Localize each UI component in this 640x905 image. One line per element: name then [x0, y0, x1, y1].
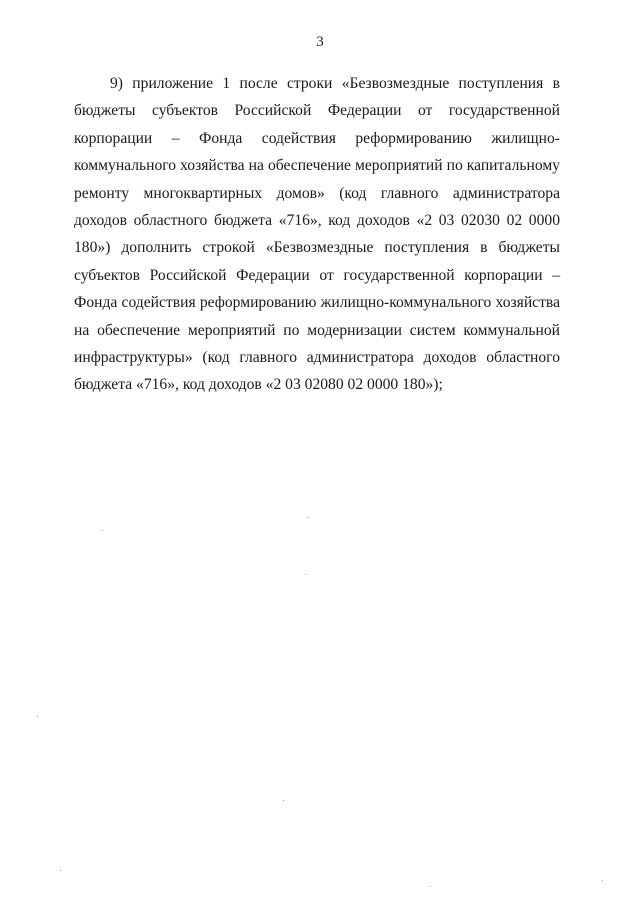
scan-speck [60, 870, 61, 871]
page-number: 3 [316, 34, 324, 50]
scan-speck [430, 886, 431, 887]
scan-speck [305, 574, 306, 575]
scan-speck [102, 530, 103, 531]
scan-speck [283, 800, 284, 801]
scan-speck [37, 716, 38, 717]
body-paragraph: 9) приложение 1 после строки «Безвозмездные поступления в бюджеты субъектов Российской Федерации от государственной корпорации – Фонда содействия реформированию жилищно-коммунального хозяйства на обеспечение мероприятий по капитальному ремонту многоквартирных домов» (код главного администратора доходов областного бюджета «716», код доходов «2 03 02030 02 0000 180») дополнить строкой «Безвозмездные поступления в бюджеты субъектов Российской Федерации от государственной корпорации – Фонда содействия реформированию жилищно-коммунального хозяйства на обеспечение мероприятий по модернизации систем коммунальной инфраструктуры» (код главного администратора доходов областного бюджета «716», код доходов «2 03 02080 02 0000 180»); [74, 75, 560, 394]
scan-speck [602, 880, 603, 881]
scan-speck [307, 517, 308, 518]
